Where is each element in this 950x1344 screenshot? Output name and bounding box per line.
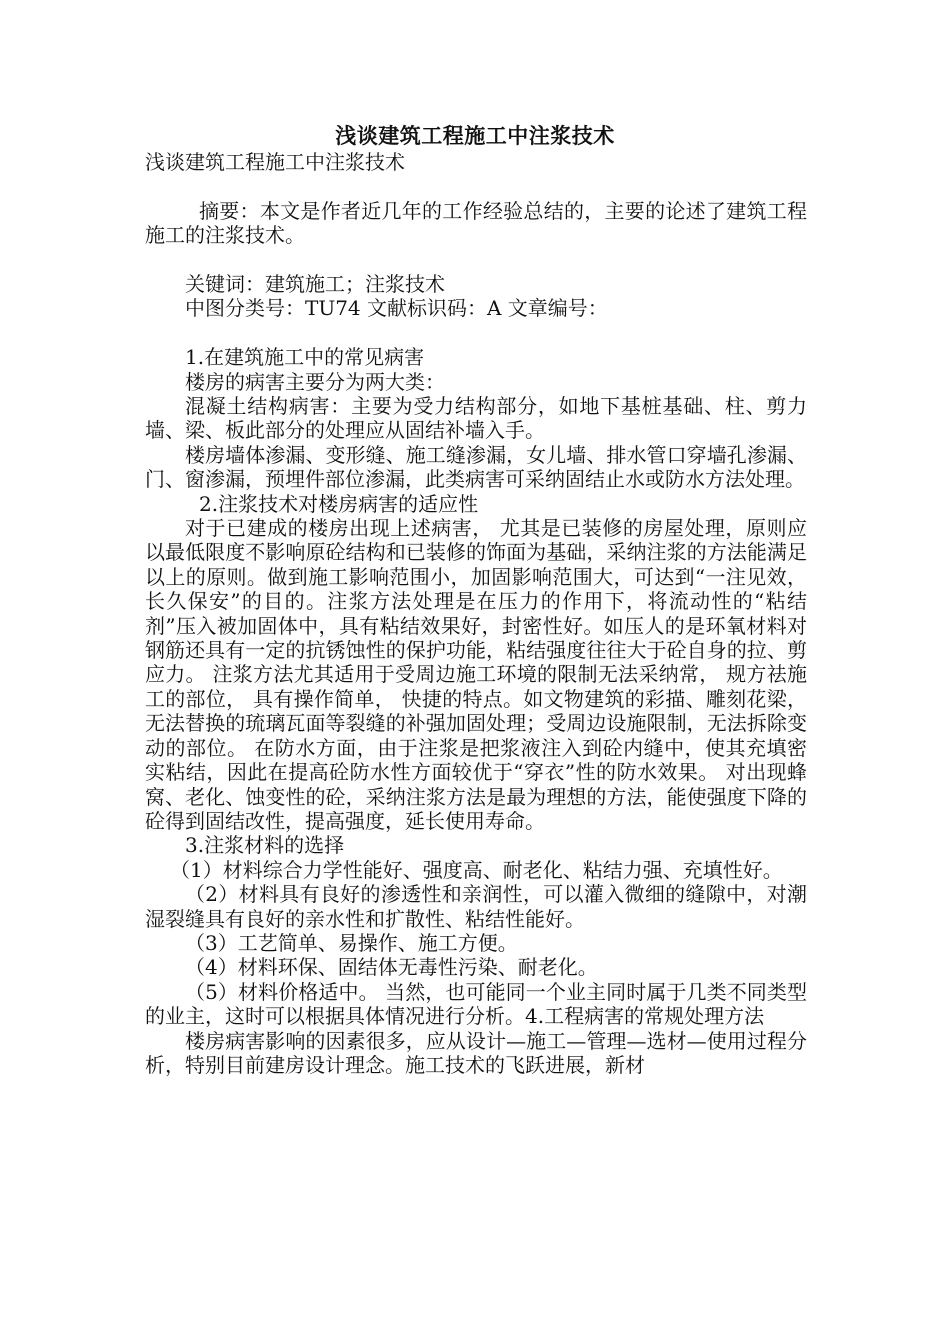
- document-body: [145, 150, 807, 1077]
- document-title: 浅谈建筑工程施工中注浆技术: [335, 123, 615, 148]
- section-1-heading: 1.在建筑施工中的常见病害: [185, 345, 425, 370]
- spacer: [145, 248, 807, 272]
- document-subtitle: 浅谈建筑工程施工中注浆技术: [145, 150, 405, 174]
- section-3-item-5: （5）材料价格适中。 当然，也可能同一个业主同时属于几类不同类型的业主，这时可以根据具体情况进行分析。4.工程病害的常规处理方法: [145, 979, 807, 1029]
- section-3-item-3: （3）工艺简单、易操作、施工方便。: [185, 930, 518, 955]
- section-1-paragraph-1: 楼房的病害主要分为两大类：: [185, 369, 445, 394]
- section-4-paragraph-1: 楼房病害影响的因素很多，应从设计—施工—管理—选材—使用过程分析，特别目前建房设计理念。施工技术的飞跃进展，新材: [145, 1028, 807, 1077]
- section-1-paragraph-3: 楼房墙体渗漏、变形缝、施工缝渗漏，女儿墙、排水管口穿墙孔渗漏、门、窗渗漏，预埋件部位渗漏，此类病害可采纳固结止水或防水方法处理。: [145, 442, 807, 492]
- section-2-paragraph-1: 对于已建成的楼房出现上述病害， 尤其是已装修的房屋处理，原则应以最低限度不影响原砼结构和已装修的饰面为基础，采纳注浆的方法能满足以上的原则。做到施工影响范围小，加固影响范围大，可达到“一注见效，长久保安”的目的。注浆方法处理是在压力的作用下，将流动性的“粘结剂”压入被加固体中，具有粘结效果好，封密性好。如压人的是环氧材料对钢筋还具有一定的抗锈蚀性的保护功能，粘结强度往往大于砼自身的拉、剪应力。 注浆方法尤其适用于受周边施工环境的限制无法采纳常， 规方祛施工的部位， 具有操作简单， 快捷的特点。如文物建筑的彩描、雕刻花梁，无法替换的琉璃瓦面等裂缝的补强加固处理；受周边设施限制，无法拆除变动的部位。 在防水方面，由于注浆是把浆液注入到砼内缝中，使其充填密实粘结，因此在提高砼防水性方面较优于“穿衣”性的防水效果。 对出现蜂窝、老化、蚀变性的砼，采纳注浆方法是最为理想的方法，能使强度下降的砼得到固结改性，提高强度，延长使用寿命。: [145, 516, 807, 833]
- section-3-item-2: （2）材料具有良好的渗透性和亲润性，可以灌入微细的缝隙中，对潮湿裂缝具有良好的亲水性和扩散性、粘结性能好。: [145, 882, 807, 931]
- section-3-item-1: （1）材料综合力学性能好、强度高、耐老化、粘结力强、充填性好。: [170, 857, 783, 882]
- abstract-paragraph: 摘要：本文是作者近几年的工作经验总结的，主要的论述了建筑工程施工的注浆技术。: [145, 198, 807, 248]
- section-1-paragraph-2: 混凝土结构病害：主要为受力结构部分，如地下基桩基础、柱、剪力墙、梁、板此部分的处理应从固结补墙入手。: [145, 394, 807, 443]
- keywords-line: 关键词：建筑施工；注浆技术: [185, 272, 445, 296]
- classification-line: 中图分类号：TU74 文献标识码：A 文章编号：: [185, 296, 608, 321]
- spacer: [145, 321, 807, 345]
- spacer: [145, 174, 807, 198]
- section-3-heading: 3.注浆材料的选择: [185, 833, 345, 858]
- section-3-item-4: （4）材料环保、固结体无毒性污染、耐老化。: [185, 955, 598, 980]
- section-2-heading: 2.注浆技术对楼房病害的适应性: [199, 491, 479, 516]
